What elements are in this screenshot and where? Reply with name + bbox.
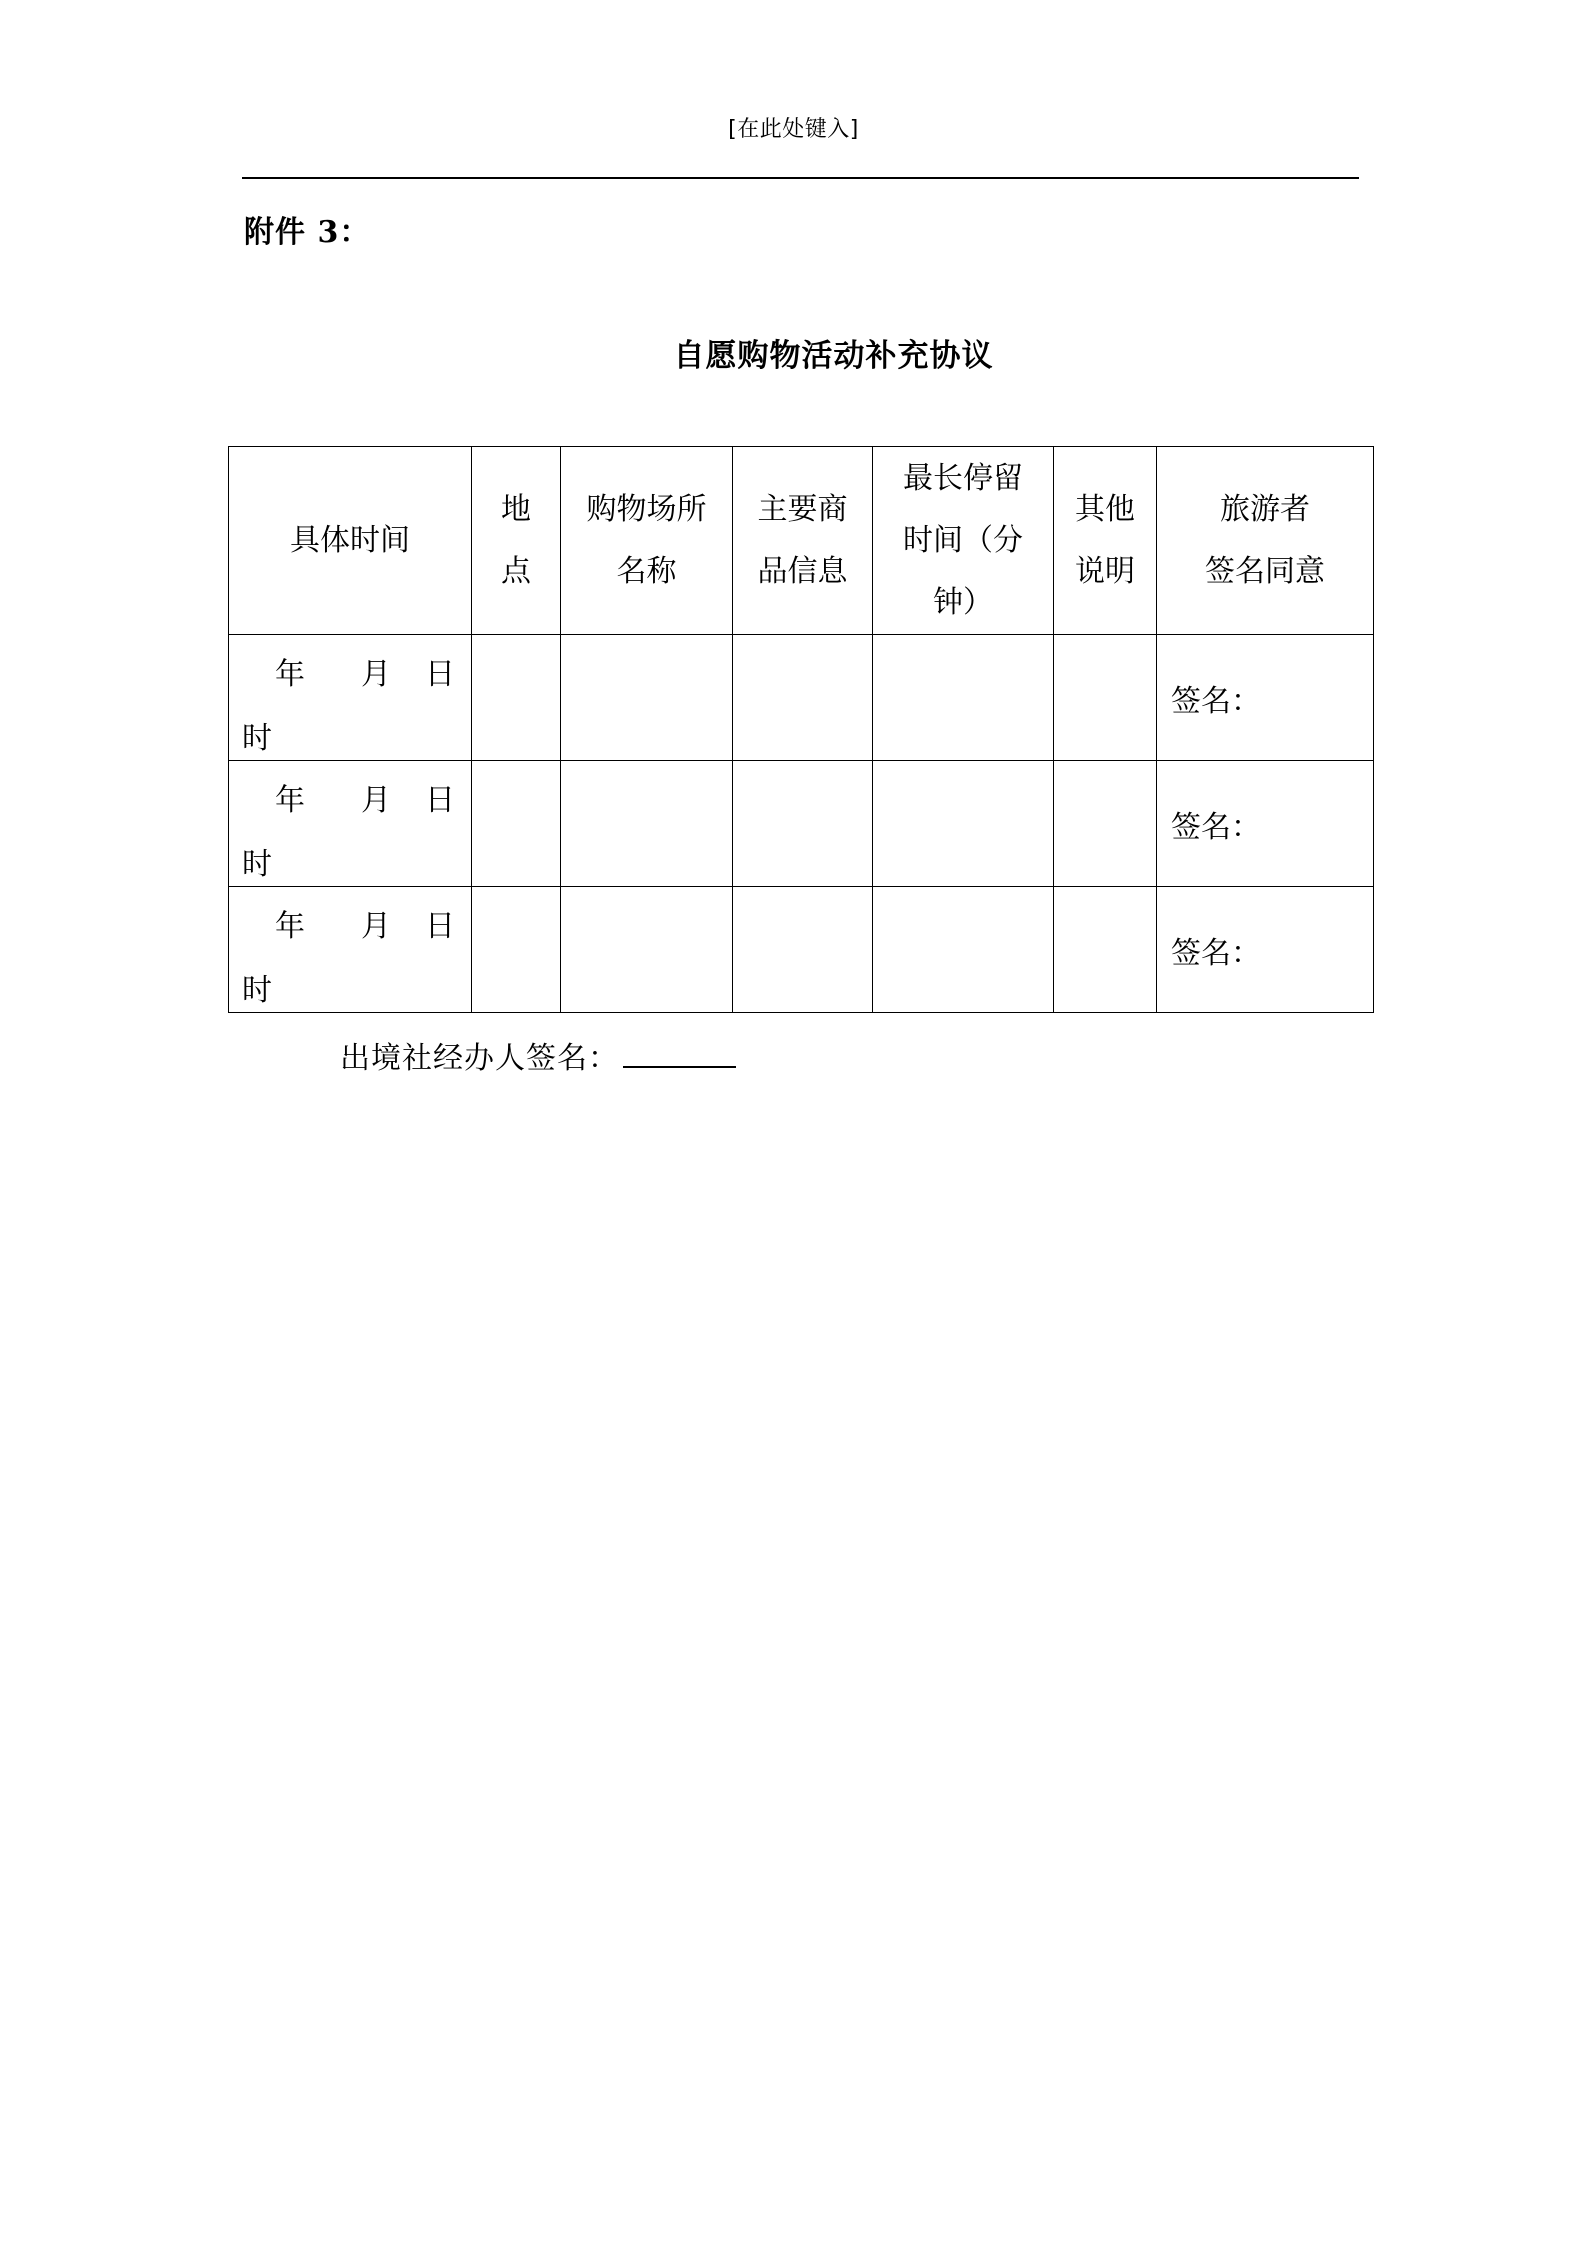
header-line: 主要商 (757, 491, 848, 527)
header-venue-name (561, 447, 733, 635)
hour-label: 时 (242, 721, 272, 756)
header-goods-info (733, 447, 873, 635)
header-line: 具体时间 (290, 522, 410, 558)
header-max-stay-time (873, 447, 1054, 635)
year-label: 年 (275, 909, 305, 944)
header-divider (242, 177, 1359, 179)
year-label: 年 (275, 783, 305, 818)
location-cell[interactable] (472, 887, 561, 1013)
header-tourist-signature (1157, 447, 1374, 635)
header-line: 说明 (1075, 553, 1135, 589)
year-label: 年 (275, 657, 305, 692)
location-cell[interactable] (472, 635, 561, 761)
header-placeholder: [在此处键入] (728, 117, 859, 142)
month-label: 月 (361, 657, 391, 692)
signature-cell[interactable]: 签名： (1157, 761, 1374, 887)
month-label: 月 (361, 909, 391, 944)
header-line: 其他 (1075, 491, 1135, 527)
header-line: 时间（分 (903, 522, 1023, 558)
duration-cell[interactable] (873, 761, 1054, 887)
header-line: 签名同意 (1205, 553, 1325, 589)
hour-label: 时 (242, 847, 272, 882)
header-line: 旅游者 (1220, 491, 1310, 527)
day-label: 日 (425, 783, 455, 818)
document-title: 自愿购物活动补充协议 (673, 338, 994, 374)
goods-cell[interactable] (733, 887, 873, 1013)
table-row (229, 761, 1374, 887)
table-row (229, 635, 1374, 761)
venue-cell[interactable] (561, 887, 733, 1013)
date-time-cell[interactable] (229, 761, 472, 887)
header-line: 点 (501, 553, 531, 589)
header-line: 名称 (616, 553, 677, 589)
attachment-label: 附件 3： (244, 215, 371, 250)
header-line: 购物场所 (586, 491, 707, 527)
day-label: 日 (425, 657, 455, 692)
signature-cell[interactable]: 签名： (1157, 635, 1374, 761)
agent-signature-label: 出境社经办人签名： (340, 1041, 619, 1076)
signature-cell[interactable]: 签名： (1157, 887, 1374, 1013)
venue-cell[interactable] (561, 761, 733, 887)
notes-cell[interactable] (1054, 761, 1157, 887)
month-label: 月 (361, 783, 391, 818)
date-time-cell[interactable] (229, 887, 472, 1013)
agent-signature-blank[interactable] (623, 1064, 736, 1068)
table-row (229, 887, 1374, 1013)
hour-label: 时 (242, 973, 272, 1008)
location-cell[interactable] (472, 761, 561, 887)
goods-cell[interactable] (733, 761, 873, 887)
header-line: 钟） (933, 584, 993, 620)
header-line: 最长停留 (903, 460, 1023, 496)
day-label: 日 (425, 909, 455, 944)
notes-cell[interactable] (1054, 635, 1157, 761)
goods-cell[interactable] (733, 635, 873, 761)
header-location (472, 447, 561, 635)
duration-cell[interactable] (873, 635, 1054, 761)
duration-cell[interactable] (873, 887, 1054, 1013)
header-line: 品信息 (757, 553, 848, 589)
shopping-agreement-table (228, 446, 1374, 1013)
agent-signature-line (340, 1033, 736, 1077)
header-line: 地 (501, 491, 531, 527)
date-time-cell[interactable] (229, 635, 472, 761)
header-specific-time (229, 447, 472, 635)
header-other-notes (1054, 447, 1157, 635)
notes-cell[interactable] (1054, 887, 1157, 1013)
venue-cell[interactable] (561, 635, 733, 761)
table-header-row (229, 447, 1374, 635)
